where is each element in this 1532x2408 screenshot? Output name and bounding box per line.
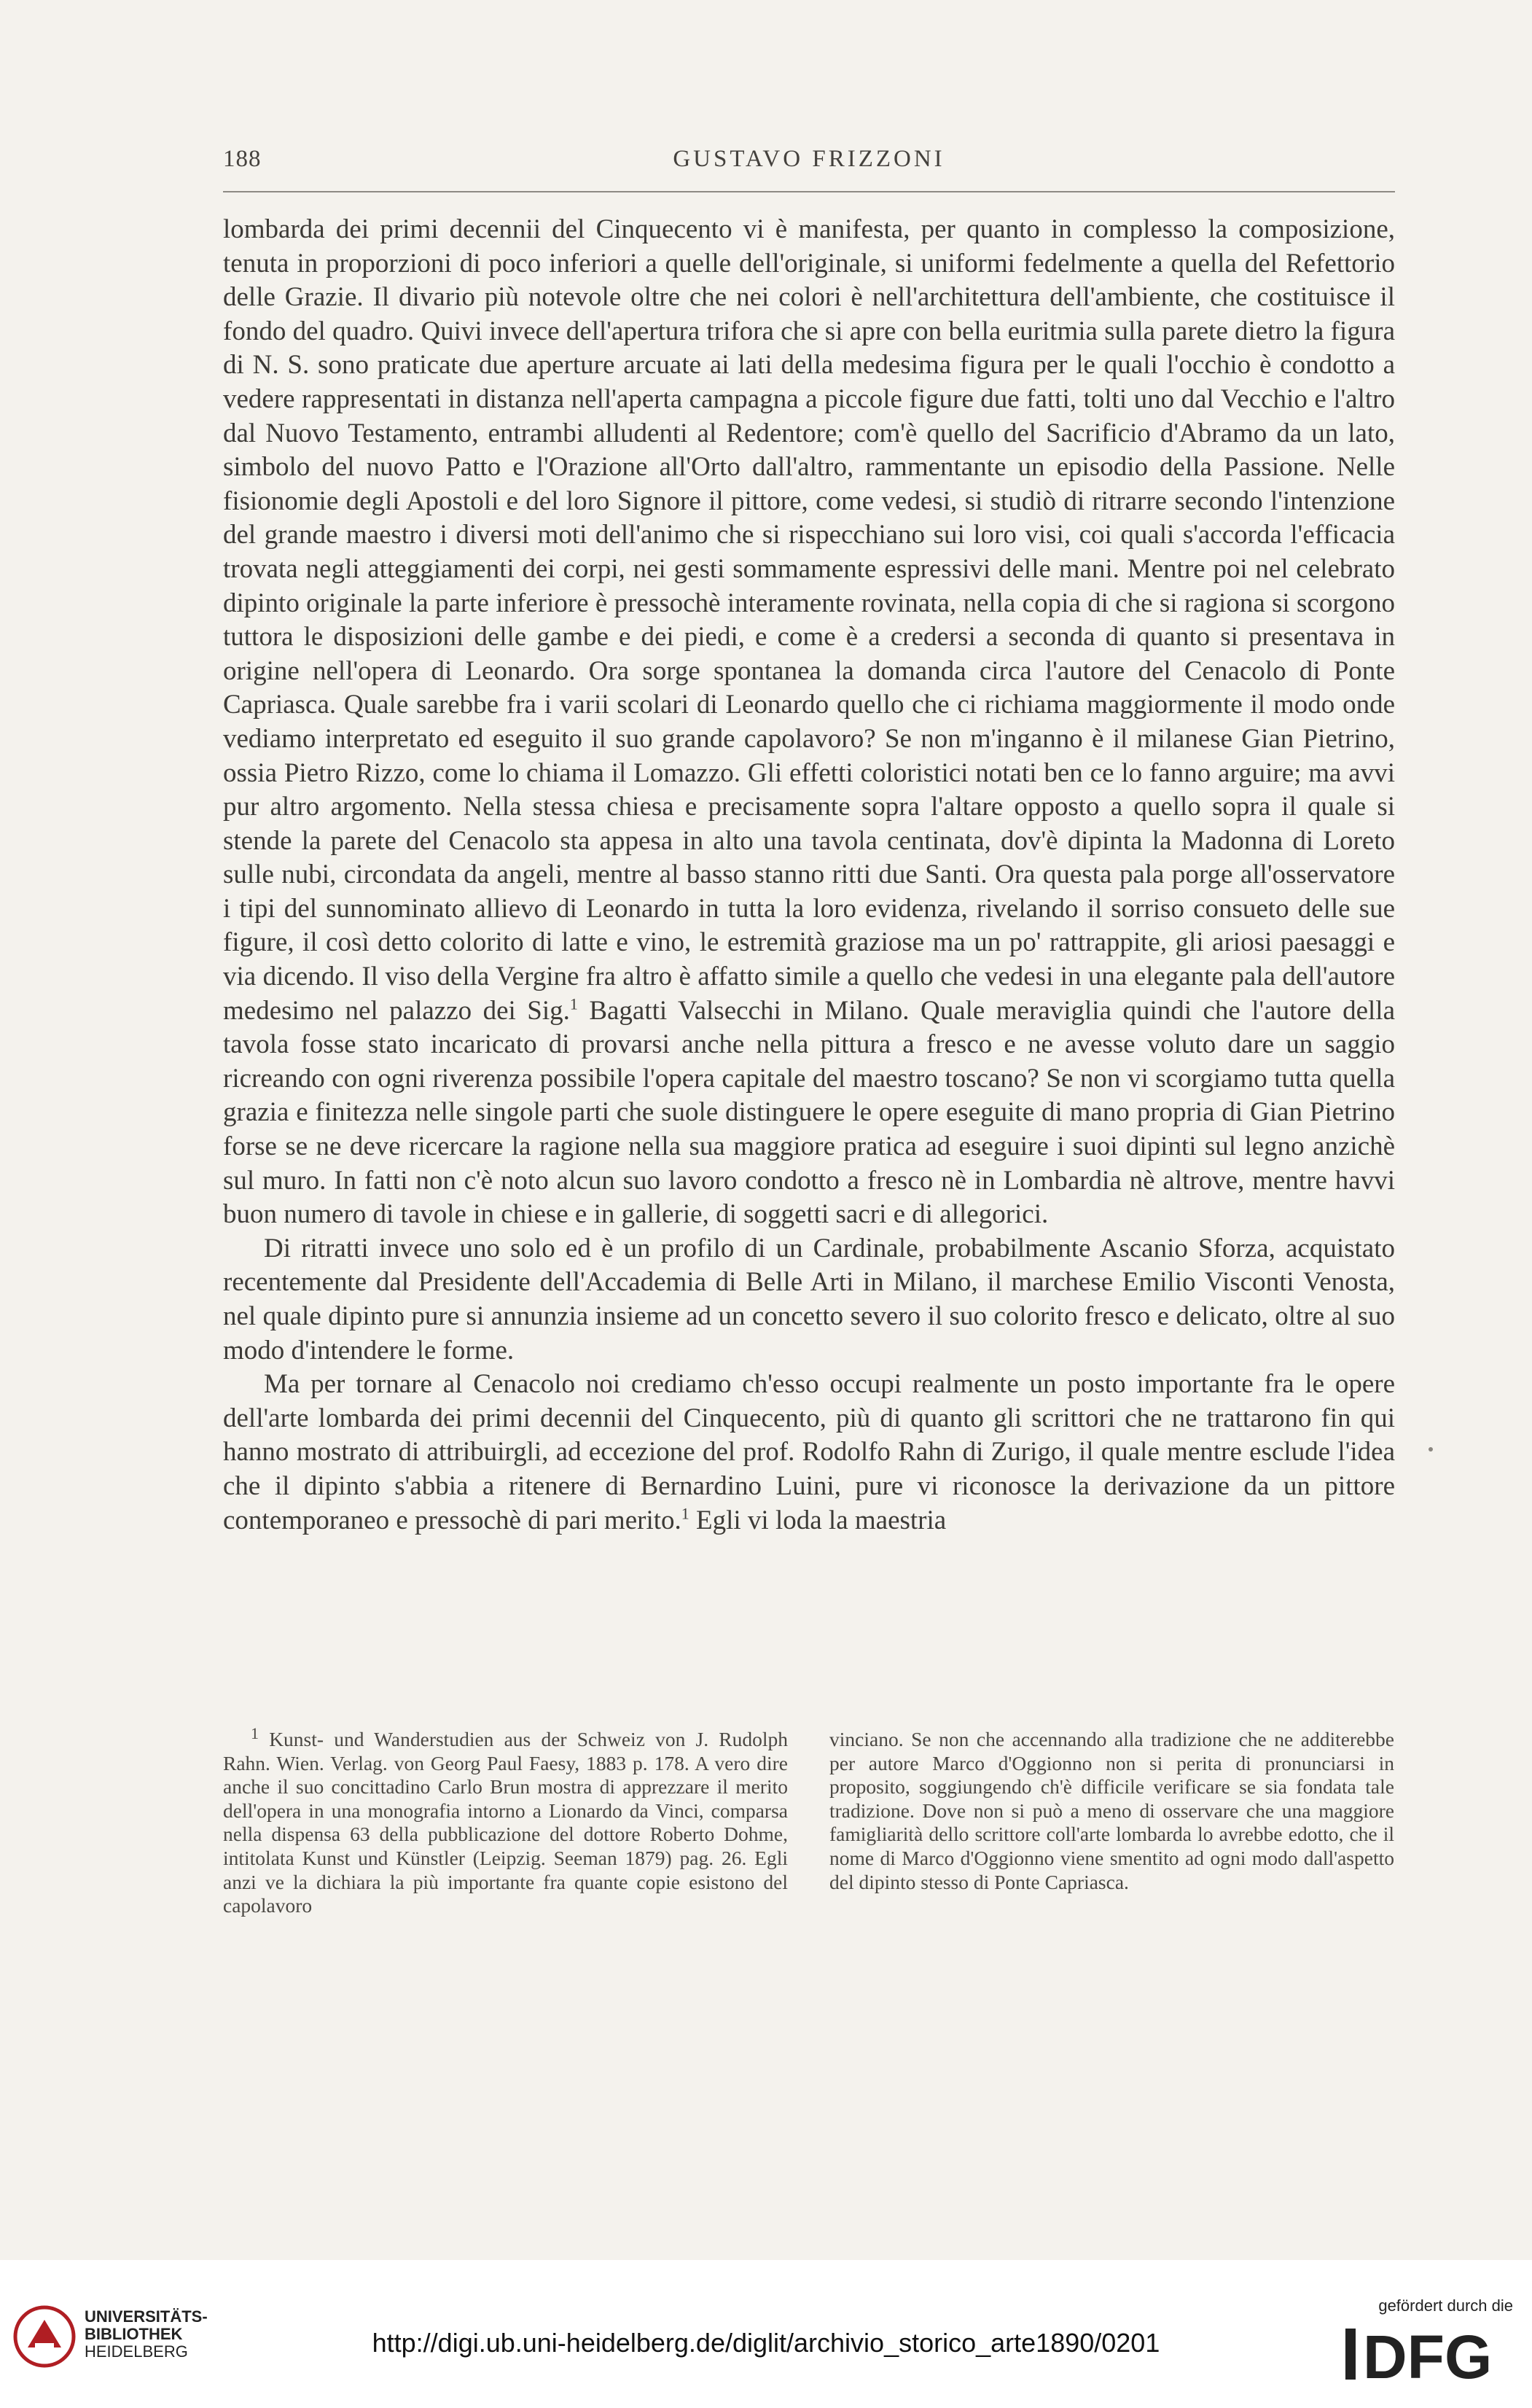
dfg-logo-icon [1345, 2323, 1515, 2385]
svg-text:DFG: DFG [1363, 2323, 1493, 2385]
footnote-marker: 1 [681, 1504, 689, 1523]
footnote-column-right [829, 1728, 1394, 1894]
paragraph-1: lombarda dei primi decennii del Cinquecento vi è manifesta, per quanto in complesso la composizione, tenuta in proporzioni di poco inferiori a quelle dell'originale, si uniformi fedelmente a quella del Refettorio delle Grazie. Il divario più notevole oltre che nei colori è nell'architettura dell'ambiente, che costituisce il fondo del quadro. Quivi invece dell'apertura trifora che si apre con bella euritmia sulla parete dietro la figura di N. S. sono praticate due aperture arcuate ai lati della medesima figura per le quali l'occhio è condotto a vedere rappresentati in distanza nell'aperta campagna a piccole figure due fatti, tolti uno dal Vecchio e l'altro dal Nuovo Testamento, entrambi alludenti al Redentore; com'è quello del Sacrificio d'Abramo da un lato, simbolo del nuovo Patto e l'Orazione all'Orto dall'altro, rammentante un episodio della Passione. Nelle fisionomie degli Apostoli e del loro Signore il pittore, come vedesi, si studiò di ritrarre secondo l'intenzione del grande maestro i diversi moti dell'animo che si rispecchiano sui loro visi, coi quali s'accorda l'efficacia trovata negli atteggiamenti dei corpi, nei gesti sommamente espressivi delle mani. Mentre poi nel celebrato dipinto originale la parte inferiore è pressochè interamente rovinata, nella copia di che si ragiona si scorgono tuttora le disposizioni delle gambe e dei piedi, e come è a credersi a seconda di quanto si presentava in origine nell'opera di Leonardo. Ora sorge spontanea la domanda circa l'autore del Cenacolo di Ponte Capriasca. Quale sarebbe fra i varii scolari di Leonardo quello che ci richiama maggiormente il modo onde vediamo interpretato ed eseguito il suo grande capolavoro? Se non m'inganno è il milanese Gian Pietrino, ossia Pietro Rizzo, come lo chiama il Lomazzo. Gli effetti coloristici notati ben ce lo fanno arguire; ma avvi pur altro argomento. Nella stessa chiesa e precisamente sopra l'altare opposto a quello sopra il quale si stende la parete del Cenacolo sta appesa in alto una tavola centinata, dov'è dipinta la Madonna di Loreto sulle nubi, circondata da angeli, mentre al basso stanno ritti due Santi. Ora questa pala porge all'osservatore i tipi del sunnominato allievo di Leonardo in tutta la loro evidenza, rivelando il sorriso consueto delle sue figure, il così detto colorito di latte e vino, le estremità graziose ma un po' rattrappite, gli ariosi paesaggi e via dicendo. Il viso della Vergine fra altro è affatto simile a quello che vedesi in una elegante pala dell'autore medesimo nel palazzo dei Sig.$^1$ Bagatti Valsecchi in Milano. Quale meraviglia quindi che l'autore della tavola fosse stato incaricato di provarsi anche nella pittura a fresco e ne avesse voluto dare un saggio ricreando con ogni riverenza possibile l'opera capitale del maestro toscano? Se non vi scorgiamo tutta quella grazia e finitezza nelle singole parti che suole distinguere le opere eseguite di mano propria di Gian Pietrino forse se ne deve ricercare la ragione nella sua maggiore pratica ad eseguire i suoi dipinti sul legno anzichè sul muro. In fatti non c'è noto alcun suo lavoro condotto a fresco nè in Lombardia nè altrove, mentre havvi buon numero di tavole in chiese e in gallerie, di soggetti sacri e di allegorici. [223, 214, 1395, 1230]
page-number: 188 [223, 146, 262, 172]
footnote-marker: 1 [569, 994, 578, 1013]
footnote-text-right: vinciano. Se non che accennando alla tradizione che ne additerebbe per autore Marco d'Oggionno non si perita di pronunciarsi in proposito, soggiungendo ch'è difficile verificare se sia fondata tale tradizione. Dove non si può a meno di osservare che una maggiore famigliarità dello scrittore coll'arte lombarda lo avrebbe edotto, che il nome di Marco d'Oggionno viene smentito ad ogni modo dall'aspetto del dipinto stesso di Ponte Capriasca. [829, 1728, 1394, 1893]
funded-by-label: gefördert durch die [1378, 2296, 1513, 2315]
paragraph-2: Di ritratti invece uno solo ed è un profilo di un Cardinale, probabilmente Ascanio Sforza, acquistato recentemente dal Presidente dell'Accademia di Belle Arti in Milano, il marchese Emilio Visconti Venosta, nel quale dipinto pure si annunzia insieme ad un concetto severo il suo colorito fresco e delicato, oltre al suo modo d'intendere le forme. [223, 1233, 1395, 1365]
footnote-column-left [223, 1723, 788, 1918]
permalink-url[interactable]: http://digi.ub.uni-heidelberg.de/diglit/archivio_storico_arte1890/0201 [372, 2328, 1160, 2358]
page-header [223, 146, 1395, 182]
paragraph-3: Ma per tornare al Cenacolo noi crediamo ch'esso occupi realmente un posto importante fra le opere dell'arte lombarda dei primi decennii del Cinquecento, più di quanto gli scrittori che ne trattarono fin qui hanno mostrato di attribuirgli, ad eccezione del prof. Rodolfo Rahn di Zurigo, il quale mentre esclude l'idea che il dipinto s'abbia a ritenere di Bernardino Luini, pure vi riconosce la derivazione da un pittore contemporaneo e pressochè di pari merito.$^1$ Egli vi loda la maestria [223, 1369, 1395, 1535]
digitization-footer [0, 2260, 1532, 2408]
footnote-text-left: Kunst- und Wanderstudien aus der Schweiz von J. Rudolph Rahn. Wien. Verlag. von Georg Paul Faesy, 1883 p. 178. A vero dire anche il suo concittadino Carlo Brun mostra di apprezzare il merito dell'opera in una monografia intorno a Lionardo da Vinci, comparsa nella dispensa 63 della pubblicazione del dottore Roberto Dohme, intitolata Kunst und Künstler (Leipzig. Seeman 1879) pag. 26. Egli anzi ve la dichiara la più importante fra quante copie esistono del capolavoro [223, 1728, 788, 1917]
library-name: UNIVERSITÄTS- BIBLIOTHEK HEIDELBERG [85, 2307, 208, 2361]
footnote-number: 1 [251, 1723, 259, 1742]
footnotes [223, 1723, 1395, 1990]
print-speck [1429, 1447, 1433, 1452]
body-text [223, 213, 1395, 1538]
running-title: GUSTAVO FRIZZONI [673, 146, 945, 172]
header-divider [223, 191, 1395, 192]
